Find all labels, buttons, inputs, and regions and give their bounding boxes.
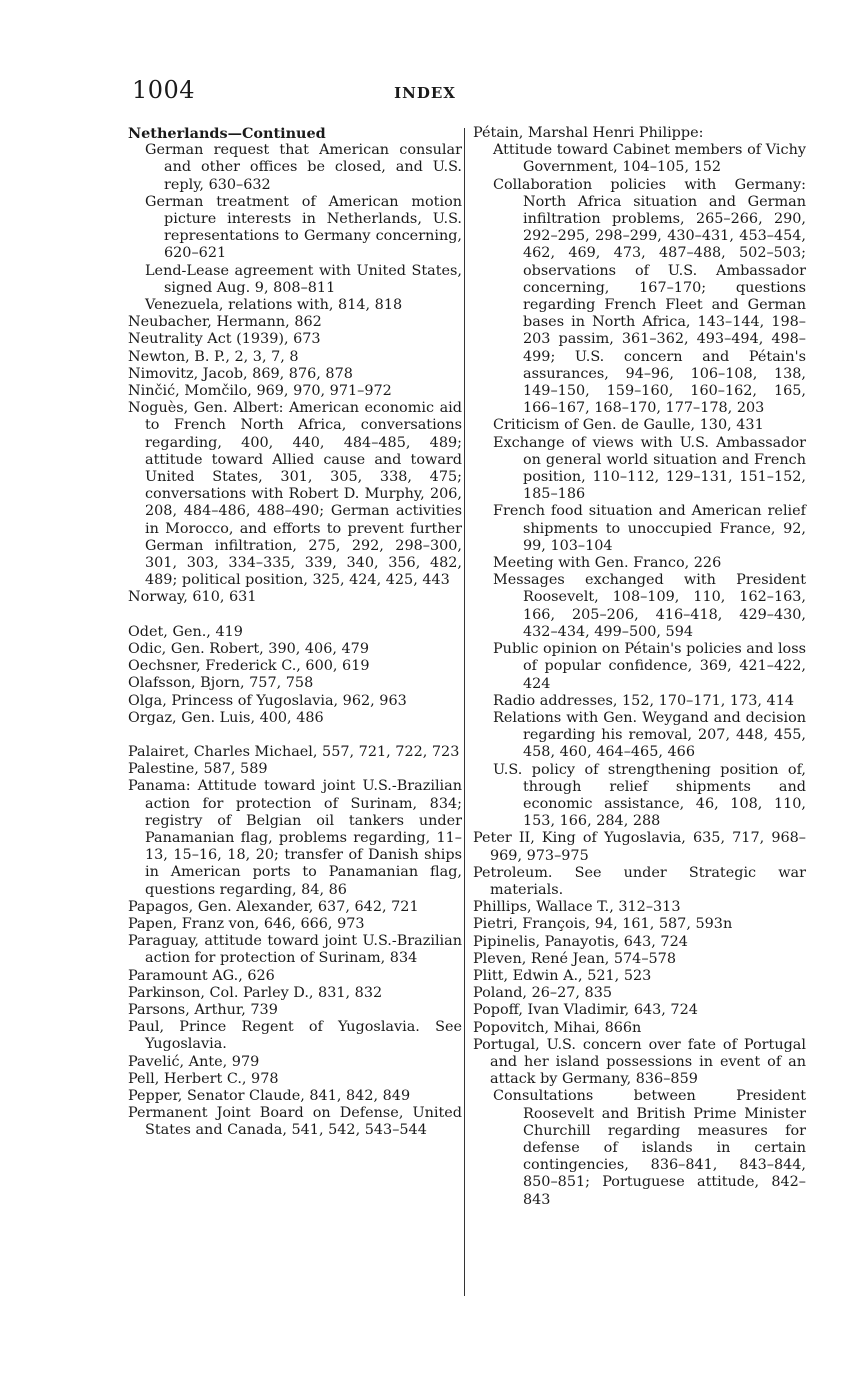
running-head: INDEX <box>394 84 456 102</box>
index-entry: Nimovitz, Jacob, 869, 876, 878 <box>128 365 353 382</box>
index-entry: Pleven, René Jean, 574–578 <box>473 950 676 967</box>
index-entry: Pietri, François, 94, 161, 587, 593n <box>473 916 733 933</box>
index-subentry: Consultations between President Roosevelt and British Prime Minister Churchill regarding measures for defense of islands in certain contingencies, 836–841, 843–844, 850–851; Portuguese attitude, 842–843 <box>493 1088 806 1208</box>
index-entry: Panama: Attitude toward joint U.S.-Brazilian action for protection of Surinam, 834; registry of Belgian oil tankers under Panamanian flag, problems regarding, 11–13, 15–16, 18, 20; transfer of Danish ships in American ports to Panamanian flag, questions regarding, 84, 86 <box>128 778 462 898</box>
index-subentry: Radio addresses, 152, 170–171, 173, 414 <box>493 692 794 709</box>
index-entry: Popoff, Ivan Vladimir, 643, 724 <box>473 1002 698 1019</box>
index-entry: Paraguay, attitude toward joint U.S.-Brazilian action for protection of Surinam, 834 <box>128 933 462 967</box>
index-subentry: Messages exchanged with President Roosevelt, 108–109, 110, 162–163, 166, 205–206, 416–418, 429–430, 432–434, 499–500, 594 <box>493 572 806 640</box>
index-subentry: Meeting with Gen. Franco, 226 <box>493 555 722 572</box>
index-entry-petain: Pétain, Marshal Henri Philippe: <box>473 125 704 141</box>
index-entry: Palestine, 587, 589 <box>128 761 268 778</box>
index-entry: Peter II, King of Yugoslavia, 635, 717, 968–969, 973–975 <box>473 830 806 864</box>
index-subentry: Relations with Gen. Weygand and decision regarding his removal, 207, 448, 455, 458, 460, 464–465, 466 <box>493 709 806 761</box>
index-entry: Odic, Gen. Robert, 390, 406, 479 <box>128 640 369 657</box>
index-entry: Pavelić, Ante, 979 <box>128 1053 260 1070</box>
index-entry: Parkinson, Col. Parley D., 831, 832 <box>128 984 383 1001</box>
index-subentry: German treatment of American motion picture interests in Netherlands, U.S. representations to Germany concerning, 620–621 <box>145 193 462 262</box>
index-entry: Odet, Gen., 419 <box>128 623 243 640</box>
index-subentry: U.S. policy of strengthening position of, through relief shipments and economic assistance, 46, 108, 110, 153, 166, 284, 288 <box>493 761 806 830</box>
index-subentry: German request that American consular and other offices be closed, and U.S. reply, 630–632 <box>145 142 462 193</box>
index-entry: Oechsner, Frederick C., 600, 619 <box>128 658 370 675</box>
index-entry: Plitt, Edwin A., 521, 523 <box>473 967 652 984</box>
index-entry: Neubacher, Hermann, 862 <box>128 314 322 331</box>
index-entry: Paul, Prince Regent of Yugoslavia. See Yugoslavia. <box>128 1019 462 1053</box>
index-entry: Permanent Joint Board on Defense, United States and Canada, 541, 542, 543–544 <box>128 1105 462 1139</box>
index-entry: Pell, Herbert C., 978 <box>128 1070 279 1087</box>
index-subentry: Exchange of views with U.S. Ambassador on general world situation and French position, 110–112, 129–131, 151–152, 185–186 <box>493 434 806 503</box>
letter-group-gap <box>128 727 462 744</box>
index-entry: Petroleum. See under Strategic war materials. <box>473 864 806 898</box>
column-divider <box>464 128 465 1296</box>
index-entry: Olga, Princess of Yugoslavia, 962, 963 <box>128 692 407 709</box>
letter-group-gap <box>128 607 462 624</box>
index-entry: Palairet, Charles Michael, 557, 721, 722, 723 <box>128 743 460 760</box>
index-entry-netherlands: Netherlands—Continued <box>128 125 326 142</box>
page-number: 1004 <box>132 76 196 104</box>
index-entry: Orgaz, Gen. Luis, 400, 486 <box>128 709 324 726</box>
index-entry: Neutrality Act (1939), 673 <box>128 331 321 348</box>
index-subentry: Attitude toward Cabinet members of Vichy Government, 104–105, 152 <box>493 142 806 176</box>
index-entry: Portugal, U.S. concern over fate of Portugal and her island possessions in event of an attack by Germany, 836–859 <box>473 1036 806 1088</box>
index-subentry: French food situation and American relief shipments to unoccupied France, 92, 99, 103–104 <box>493 503 806 554</box>
index-entry: Noguès, Gen. Albert: American economic aid to French North Africa, conversations regarding, 400, 440, 484–485, 489; attitude toward Allied cause and toward United States, 301, 305, 338, 475; conversations with Robert D. Murphy, 206, 208, 484–486, 488–490; German activities in Morocco, and efforts to prevent further German infiltration, 275, 292, 298–300, 301, 303, 334–335, 339, 340, 356, 482, 489; political position, 325, 424, 425, 443 <box>128 400 462 589</box>
index-entry: Newton, B. P., 2, 3, 7, 8 <box>128 348 299 365</box>
index-entry: Norway, 610, 631 <box>128 589 257 606</box>
index-subentry: Criticism of Gen. de Gaulle, 130, 431 <box>493 417 764 434</box>
index-subentry: Public opinion on Pétain's policies and loss of popular confidence, 369, 421–422, 424 <box>493 641 806 692</box>
index-entry: Parsons, Arthur, 739 <box>128 1001 278 1018</box>
index-entry: Ninčić, Momčilo, 969, 970, 971–972 <box>128 383 392 400</box>
index-entry: Olafsson, Bjorn, 757, 758 <box>128 675 314 692</box>
index-entry: Poland, 26–27, 835 <box>473 985 613 1002</box>
index-entry: Pepper, Senator Claude, 841, 842, 849 <box>128 1087 411 1104</box>
index-entry: Paramount AG., 626 <box>128 967 275 984</box>
index-entry: Papagos, Gen. Alexander, 637, 642, 721 <box>128 898 419 915</box>
index-entry: Phillips, Wallace T., 312–313 <box>473 899 681 916</box>
index-entry: Papen, Franz von, 646, 666, 973 <box>128 915 365 932</box>
index-entry: Pipinelis, Panayotis, 643, 724 <box>473 933 688 950</box>
left-column <box>128 125 462 1140</box>
index-subentry: Venezuela, relations with, 814, 818 <box>145 297 403 314</box>
index-subentry: Lend-Lease agreement with United States, signed Aug. 9, 808–811 <box>145 262 462 296</box>
right-column <box>473 125 806 1209</box>
index-entry: Popovitch, Mihai, 866n <box>473 1019 642 1036</box>
index-subentry: Collaboration policies with Germany: North Africa situation and German infiltration problems, 265–266, 290, 292–295, 298–299, 430–431, 453–454, 462, 469, 473, 487–488, 502–503; observations of U.S. Ambassador concerning, 167–170; questions regarding French Fleet and German bases in North Africa, 143–144, 198–203 passim, 361–362, 493–494, 498–499; U.S. concern and Pétain's assurances, 94–96, 106–108, 138, 149–150, 159–160, 160–162, 165, 166–167, 168–170, 177–178, 203 <box>493 176 806 417</box>
